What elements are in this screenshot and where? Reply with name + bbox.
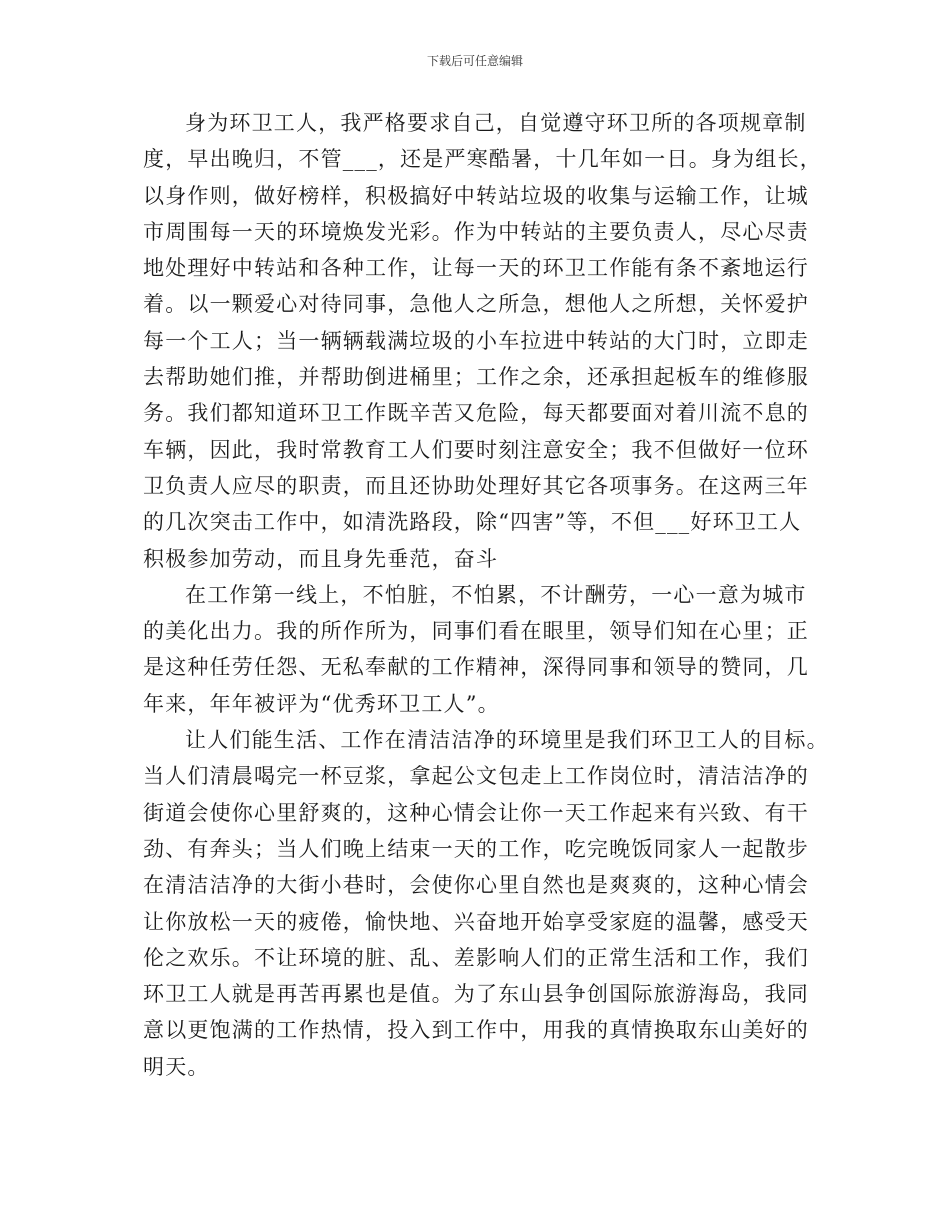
text-line: 市周围每一天的环境焕发光彩。作为中转站的主要负责人，尽心尽责 <box>143 219 809 244</box>
text-line: 的美化出力。我的所作所为，同事们看在眼里，领导们知在心里；正 <box>143 619 809 644</box>
text-line: 伦之欢乐。不让环境的脏、乱、差影响人们的正常生活和工作，我们 <box>143 945 809 970</box>
text-line: 劲、有奔头；当人们晚上结束一天的工作，吃完晚饭同家人一起散步 <box>143 836 809 861</box>
text-line: 每一个工人；当一辆辆载满垃圾的小车拉进中转站的大门时，立即走 <box>143 328 809 353</box>
text-line: 环卫工人就是再苦再累也是值。为了东山县争创国际旅游海岛，我同 <box>143 982 809 1007</box>
paragraph-2 <box>143 577 813 722</box>
text-line: 车辆，因此，我时常教育工人们要时刻注意安全；我不但做好一位环 <box>143 437 809 462</box>
text-line: 卫负责人应尽的职责，而且还协助处理好其它各项事务。在这两三年 <box>143 473 809 498</box>
text-line: 意以更饱满的工作热情，投入到工作中，用我的真情换取东山美好的 <box>143 1018 809 1043</box>
text-line: 去帮助她们推，并帮助倒进桶里；工作之余，还承担起板车的维修服 <box>143 365 809 390</box>
text-line: 让你放松一天的疲倦，愉快地、兴奋地开始享受家庭的温馨，感受天 <box>143 909 809 934</box>
text-line: 务。我们都知道环卫工作既辛苦又危险，每天都要面对着川流不息的 <box>143 401 809 426</box>
text-line: 地处理好中转站和各种工作，让每一天的环卫工作能有条不紊地运行 <box>143 256 809 281</box>
document-body <box>143 105 829 1085</box>
text-line: 着。以一颗爱心对待同事，急他人之所急，想他人之所想，关怀爱护 <box>143 292 809 317</box>
text-line: 的几次突击工作中，如清洗路段，除“四害”等，不但___好环卫工人 <box>143 510 802 535</box>
text-line: 明天。 <box>143 1054 210 1079</box>
text-line: 是这种任劳任怨、无私奉献的工作精神，深得同事和领导的赞同，几 <box>143 655 809 680</box>
text-line: 让人们能生活、工作在清洁洁净的环境里是我们环卫工人的目标。 <box>185 728 829 753</box>
paragraph-1 <box>143 105 822 577</box>
text-line: 当人们清晨喝完一杯豆浆，拿起公文包走上工作岗位时，清洁洁净的 <box>143 764 809 789</box>
text-line: 度，早出晚归，不管___，还是严寒酷暑，十几年如一日。身为组长， <box>143 147 822 172</box>
paragraph-3 <box>143 722 829 1085</box>
text-line: 年来，年年被评为“优秀环卫工人”。 <box>143 691 500 716</box>
text-line: 身为环卫工人，我严格要求自己，自觉遵守环卫所的各项规章制 <box>185 111 807 135</box>
text-line: 积极参加劳动，而且身先垂范，奋斗 <box>143 546 499 571</box>
text-line: 街道会使你心里舒爽的，这种心情会让你一天工作起来有兴致、有干 <box>143 800 809 825</box>
text-line: 在工作第一线上，不怕脏，不怕累，不计酬劳，一心一意为城市 <box>185 582 807 607</box>
text-line: 在清洁洁净的大街小巷时，会使你心里自然也是爽爽的，这种心情会 <box>143 873 809 898</box>
page-header: 下载后可任意编辑 <box>426 54 523 68</box>
text-line: 以身作则，做好榜样，积极搞好中转站垃圾的收集与运输工作，让城 <box>143 183 809 208</box>
